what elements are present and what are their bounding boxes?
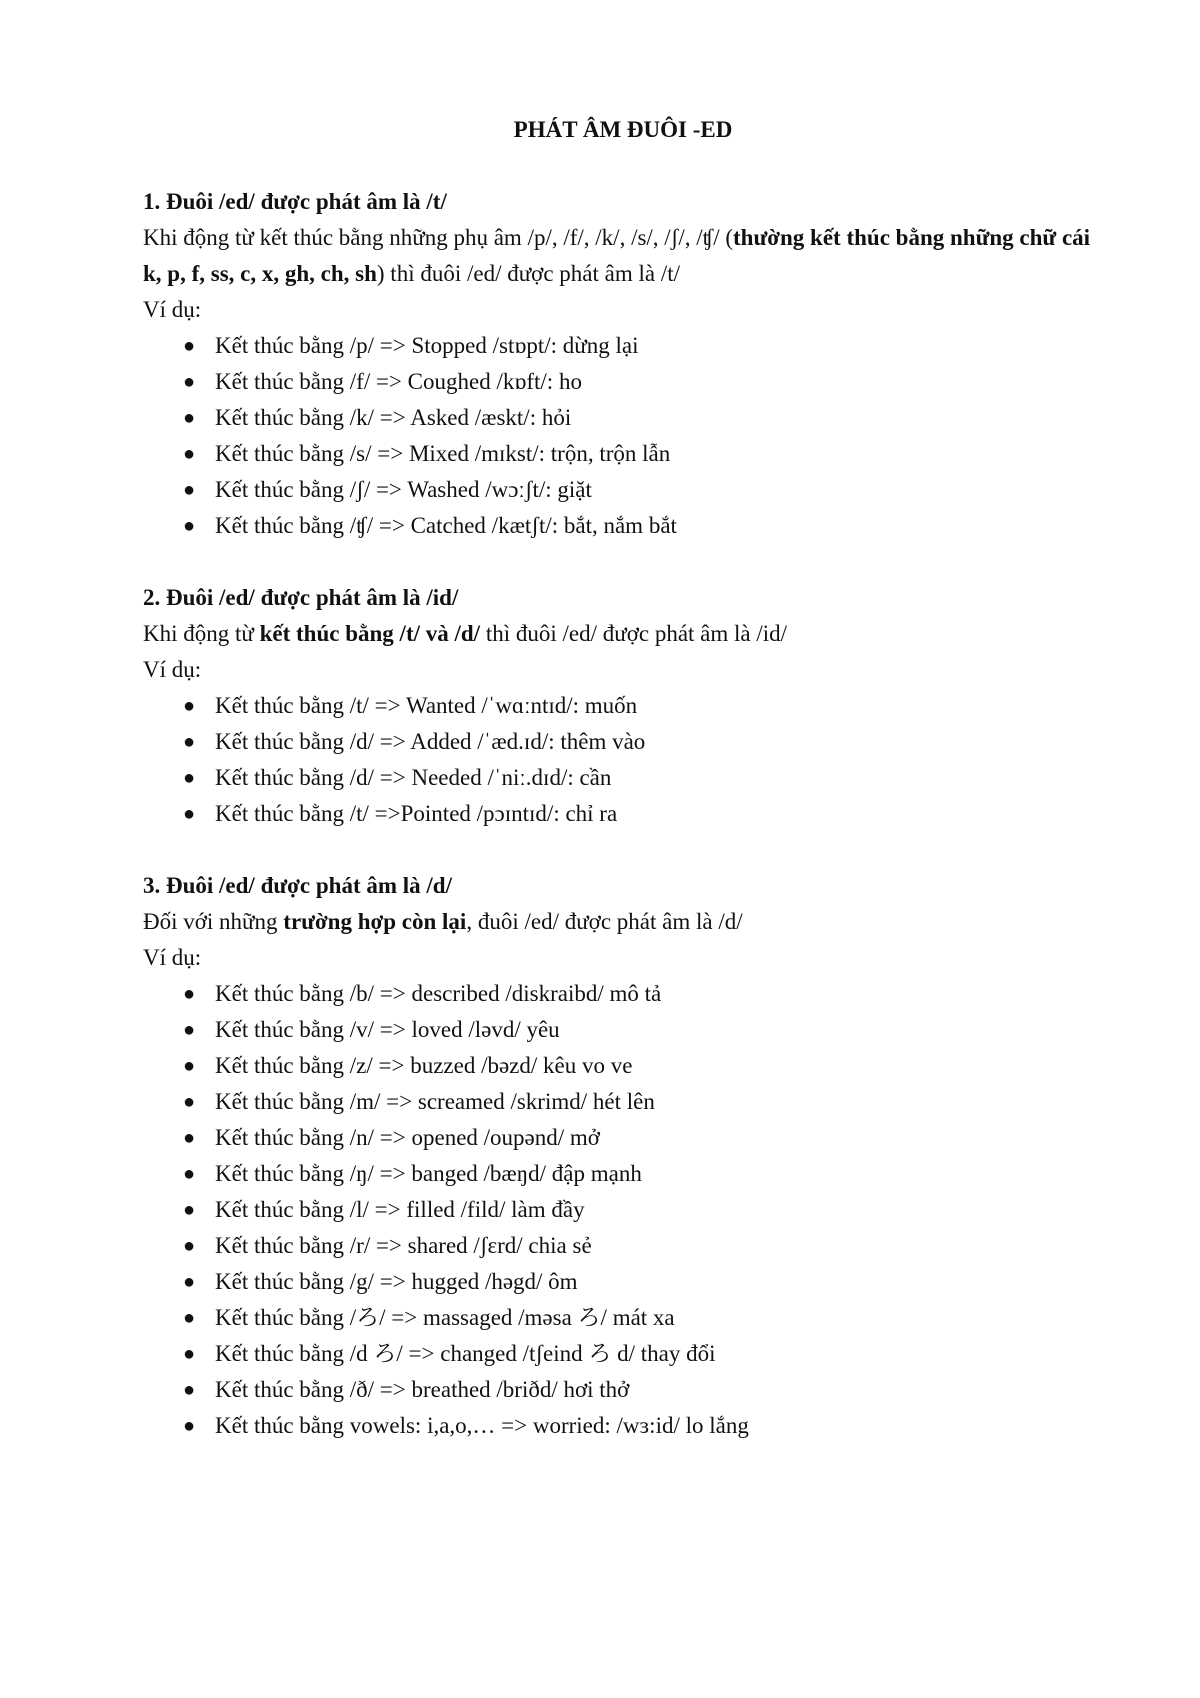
bullet-icon: ● bbox=[183, 407, 196, 429]
text-run: Khi động từ bbox=[143, 621, 260, 646]
list-item-text: Kết thúc bằng /k/ => Asked /æskt/: hỏi bbox=[215, 405, 572, 430]
document-page bbox=[143, 112, 1103, 1480]
list-item bbox=[143, 1012, 1103, 1048]
list-item bbox=[143, 1336, 1103, 1372]
bullet-icon: ● bbox=[183, 335, 196, 357]
section-heading: 1. Đuôi /ed/ được phát âm là /t/ bbox=[143, 189, 447, 214]
bullet-icon: ● bbox=[183, 1055, 196, 1077]
list-item-text: Kết thúc bằng /ʃ/ => Washed /wɔːʃt/: giặt bbox=[215, 477, 592, 502]
bullet-icon: ● bbox=[183, 515, 196, 537]
list-item bbox=[143, 1300, 1103, 1336]
list-item bbox=[143, 976, 1103, 1012]
text-run: Đối với những bbox=[143, 909, 284, 934]
list-item bbox=[143, 328, 1103, 364]
list-item-text: Kết thúc bằng /r/ => shared /ʃεrd/ chia sẻ bbox=[215, 1233, 592, 1258]
list-item bbox=[143, 1192, 1103, 1228]
list-item bbox=[143, 1084, 1103, 1120]
example-label: Ví dụ: bbox=[143, 657, 202, 682]
list-item bbox=[143, 472, 1103, 508]
bold-text: thường kết thúc bằng những chữ cái k, p, f, ss, c, x, gh, ch, sh bbox=[143, 225, 1091, 286]
list-item bbox=[143, 1156, 1103, 1192]
list-item-text: Kết thúc bằng /ʧ/ => Catched /kætʃt/: bắt, nắm bắt bbox=[215, 513, 677, 538]
bullet-icon: ● bbox=[183, 803, 196, 825]
list-item-text: Kết thúc bằng /ŋ/ => banged /bæŋd/ đập mạnh bbox=[215, 1161, 642, 1186]
example-list bbox=[143, 976, 1103, 1444]
list-item bbox=[143, 364, 1103, 400]
bullet-icon: ● bbox=[183, 695, 196, 717]
section-1 bbox=[143, 184, 1103, 544]
text-run: , đuôi /ed/ được phát âm là /d/ bbox=[466, 909, 743, 934]
list-item-text: Kết thúc bằng /ろ/ => massaged /məsa ろ/ mát xa bbox=[215, 1305, 675, 1330]
list-item-text: Kết thúc bằng /s/ => Mixed /mɪkst/: trộn, trộn lẫn bbox=[215, 441, 671, 466]
section-2 bbox=[143, 580, 1103, 832]
bold-text: kết thúc bằng /t/ và /d/ bbox=[259, 621, 481, 646]
bullet-icon: ● bbox=[183, 1235, 196, 1257]
bullet-icon: ● bbox=[183, 1163, 196, 1185]
section-heading: 3. Đuôi /ed/ được phát âm là /d/ bbox=[143, 873, 452, 898]
list-item-text: Kết thúc bằng /m/ => screamed /skrimd/ hét lên bbox=[215, 1089, 655, 1114]
list-item bbox=[143, 760, 1103, 796]
example-list bbox=[143, 688, 1103, 832]
text-run: ) thì đuôi /ed/ được phát âm là /t/ bbox=[376, 261, 681, 286]
list-item bbox=[143, 1408, 1103, 1444]
sections-container bbox=[143, 184, 1103, 1444]
bullet-icon: ● bbox=[183, 479, 196, 501]
example-list bbox=[143, 328, 1103, 544]
bullet-icon: ● bbox=[183, 983, 196, 1005]
example-label: Ví dụ: bbox=[143, 297, 202, 322]
section-description bbox=[143, 220, 1103, 292]
section-description bbox=[143, 904, 1103, 940]
list-item-text: Kết thúc bằng /t/ =>Pointed /pɔɪntɪd/: chỉ ra bbox=[215, 801, 618, 826]
bullet-icon: ● bbox=[183, 1415, 196, 1437]
list-item-text: Kết thúc bằng /ð/ => breathed /briðd/ hơi thở bbox=[215, 1377, 630, 1402]
section-3 bbox=[143, 868, 1103, 1444]
list-item-text: Kết thúc bằng /b/ => described /diskraibd/ mô tả bbox=[215, 981, 662, 1006]
bullet-icon: ● bbox=[183, 1091, 196, 1113]
list-item bbox=[143, 436, 1103, 472]
list-item-text: Kết thúc bằng /g/ => hugged /həgd/ ôm bbox=[215, 1269, 578, 1294]
list-item bbox=[143, 1372, 1103, 1408]
bullet-icon: ● bbox=[183, 443, 196, 465]
list-item bbox=[143, 796, 1103, 832]
bullet-icon: ● bbox=[183, 1019, 196, 1041]
list-item-text: Kết thúc bằng /f/ => Coughed /kɒft/: ho bbox=[215, 369, 582, 394]
list-item-text: Kết thúc bằng /d ろ/ => changed /tʃeind ろ d/ thay đổi bbox=[215, 1341, 716, 1366]
section-description bbox=[143, 616, 1103, 652]
list-item-text: Kết thúc bằng /d/ => Needed /ˈniː.dɪd/: cần bbox=[215, 765, 612, 790]
list-item-text: Kết thúc bằng /t/ => Wanted /ˈwɑːntɪd/: muốn bbox=[215, 693, 638, 718]
example-label: Ví dụ: bbox=[143, 945, 202, 970]
bullet-icon: ● bbox=[183, 1343, 196, 1365]
list-item bbox=[143, 400, 1103, 436]
list-item bbox=[143, 1120, 1103, 1156]
list-item bbox=[143, 1228, 1103, 1264]
page-title: PHÁT ÂM ĐUÔI -ED bbox=[513, 117, 733, 142]
bullet-icon: ● bbox=[183, 1127, 196, 1149]
list-item-text: Kết thúc bằng /v/ => loved /ləvd/ yêu bbox=[215, 1017, 560, 1042]
list-item-text: Kết thúc bằng /z/ => buzzed /bəzd/ kêu vo ve bbox=[215, 1053, 633, 1078]
list-item bbox=[143, 508, 1103, 544]
bullet-icon: ● bbox=[183, 1379, 196, 1401]
list-item-text: Kết thúc bằng /d/ => Added /ˈæd.ɪd/: thêm vào bbox=[215, 729, 646, 754]
bullet-icon: ● bbox=[183, 731, 196, 753]
list-item bbox=[143, 724, 1103, 760]
list-item-text: Kết thúc bằng /l/ => filled /fild/ làm đầy bbox=[215, 1197, 585, 1222]
section-heading: 2. Đuôi /ed/ được phát âm là /id/ bbox=[143, 585, 459, 610]
list-item bbox=[143, 1264, 1103, 1300]
list-item-text: Kết thúc bằng /n/ => opened /oupənd/ mở bbox=[215, 1125, 600, 1150]
bullet-icon: ● bbox=[183, 1307, 196, 1329]
bullet-icon: ● bbox=[183, 1199, 196, 1221]
list-item-text: Kết thúc bằng /p/ => Stopped /stɒpt/: dừng lại bbox=[215, 333, 639, 358]
text-run: Khi động từ kết thúc bằng những phụ âm /p/, /f/, /k/, /s/, /ʃ/, /ʧ/ ( bbox=[143, 225, 734, 250]
bullet-icon: ● bbox=[183, 1271, 196, 1293]
list-item-text: Kết thúc bằng vowels: i,a,o,… => worried: /wɜ:id/ lo lắng bbox=[215, 1413, 749, 1438]
list-item bbox=[143, 1048, 1103, 1084]
text-run: thì đuôi /ed/ được phát âm là /id/ bbox=[480, 621, 788, 646]
bold-text: trường hợp còn lại bbox=[283, 909, 467, 934]
bullet-icon: ● bbox=[183, 767, 196, 789]
list-item bbox=[143, 688, 1103, 724]
bullet-icon: ● bbox=[183, 371, 196, 393]
